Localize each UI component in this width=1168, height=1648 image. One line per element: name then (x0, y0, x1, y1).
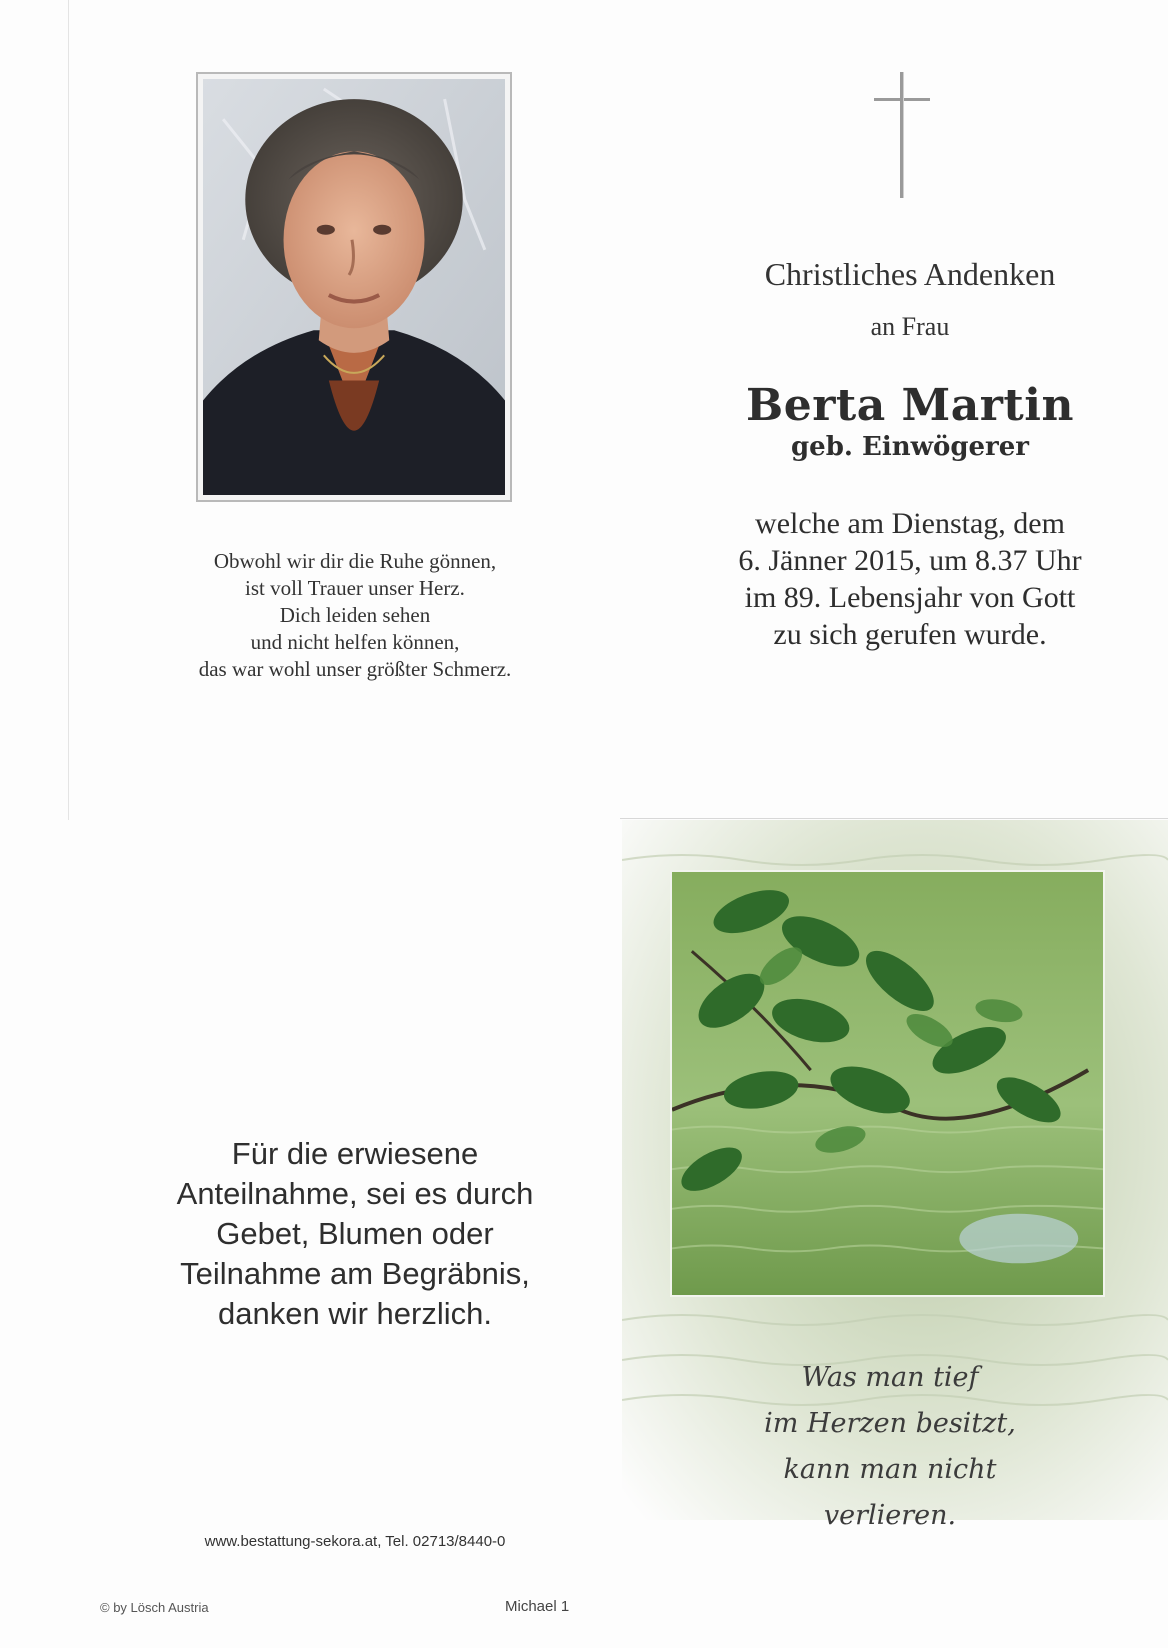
memorial-poem (120, 548, 590, 683)
quote-line: im Herzen besitzt, (764, 1408, 1016, 1439)
deceased-name: Berta Martin (746, 380, 1074, 431)
maiden-name: geb. Einwögerer (791, 432, 1029, 462)
fold-line-vertical (68, 0, 69, 820)
death-notice (660, 505, 1160, 653)
copyright-note: © by Lösch Austria (100, 1600, 209, 1615)
quote-line: verlieren. (823, 1500, 957, 1531)
thanks-text (120, 1134, 590, 1334)
poem-line: und nicht helfen können, (250, 630, 460, 654)
cross-icon (872, 70, 932, 200)
thanks-line: Anteilnahme, sei es durch (176, 1176, 534, 1211)
fold-line-horizontal (620, 818, 1168, 819)
poem-line: Dich leiden sehen (279, 603, 431, 627)
poem-line: das war wohl unser größter Schmerz. (198, 657, 512, 681)
memorial-quote (700, 1355, 1080, 1539)
death-line: 6. Jänner 2015, um 8.37 Uhr (738, 544, 1082, 577)
quote-line: Was man tief (801, 1362, 979, 1393)
card-model: Michael 1 (505, 1598, 570, 1615)
quote-line: kann man nicht (783, 1454, 997, 1485)
death-line: zu sich gerufen wurde. (773, 618, 1047, 651)
portrait-frame (196, 72, 512, 502)
notice-subheading: an Frau (870, 312, 950, 341)
funeral-home-contact: www.bestattung-sekora.at, Tel. 02713/8440-0 (204, 1533, 506, 1550)
thanks-line: Für die erwiesene (231, 1136, 479, 1171)
death-line: welche am Dienstag, dem (755, 507, 1065, 540)
thanks-line: danken wir herzlich. (218, 1296, 492, 1331)
leaves-water-image (670, 870, 1105, 1297)
portrait-photo (203, 79, 505, 495)
notice-heading: Christliches Andenken (764, 256, 1056, 292)
thanks-line: Gebet, Blumen oder (216, 1216, 494, 1251)
poem-line: Obwohl wir dir die Ruhe gönnen, (213, 549, 497, 573)
poem-line: ist voll Trauer unser Herz. (245, 576, 465, 600)
thanks-line: Teilnahme am Begräbnis, (180, 1256, 530, 1291)
death-line: im 89. Lebensjahr von Gott (744, 581, 1076, 614)
